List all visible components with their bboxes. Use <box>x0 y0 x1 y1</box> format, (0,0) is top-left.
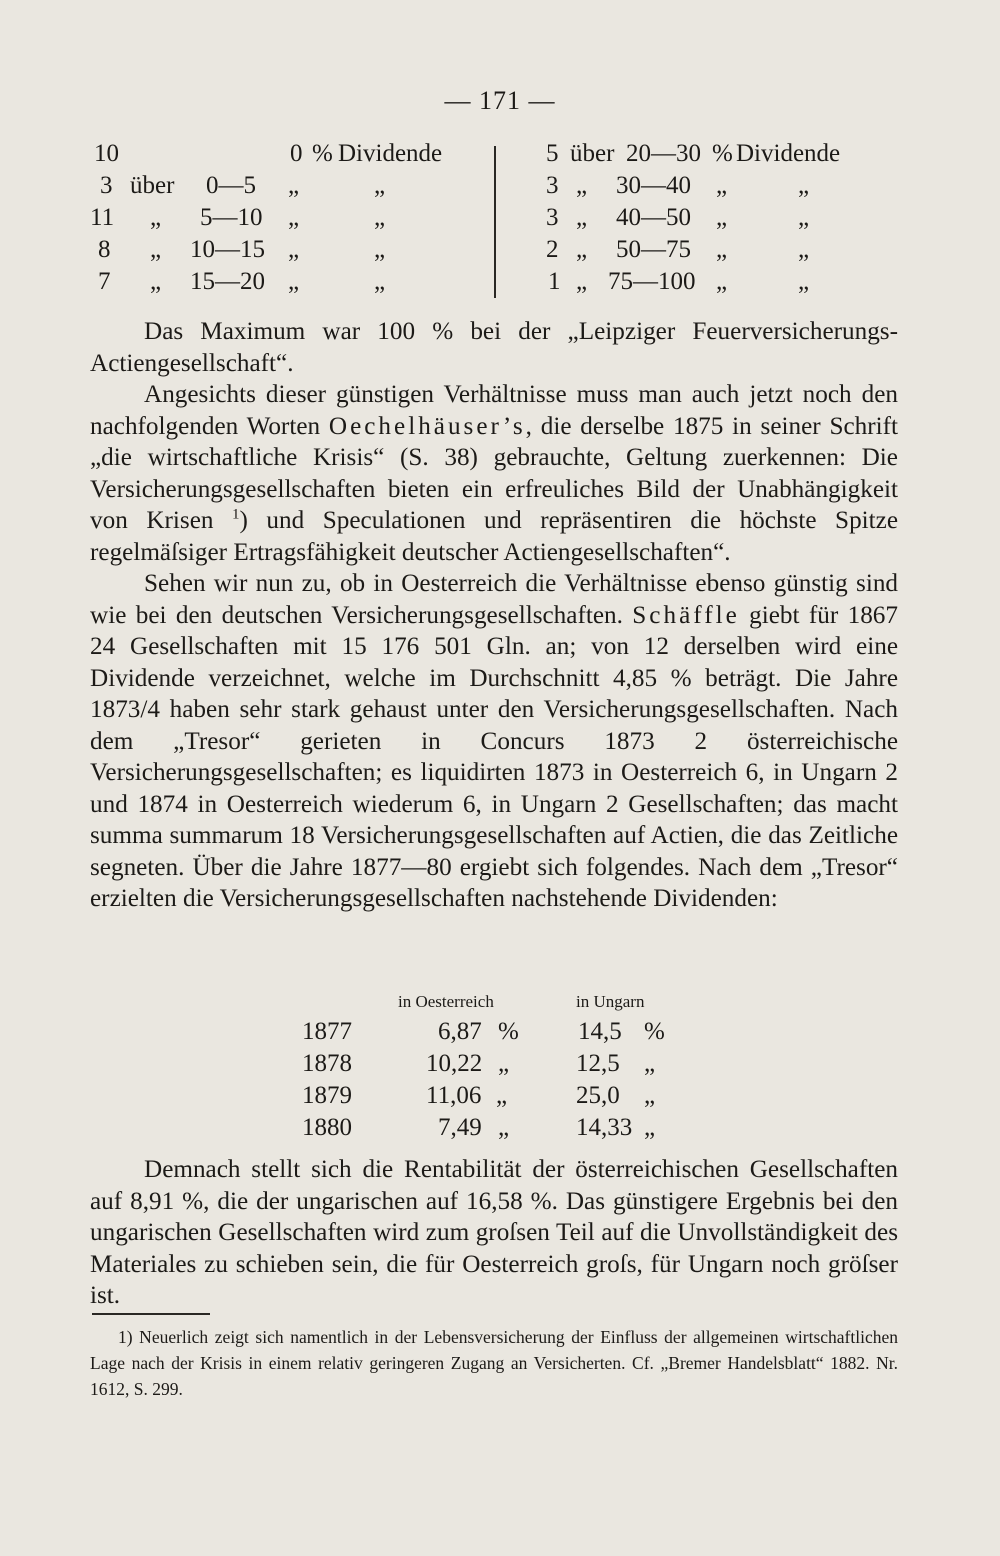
company-count: 7 <box>98 268 111 295</box>
dividend-range: 50—75 <box>616 236 691 263</box>
dividend-label: „ <box>798 204 810 231</box>
dividend-label: „ <box>374 236 386 263</box>
company-count: 11 <box>90 204 115 231</box>
table-row <box>536 204 906 236</box>
table-row <box>90 204 490 236</box>
percent-unit: „ <box>288 172 300 199</box>
table-row <box>90 1050 910 1082</box>
dividend-distribution-table <box>90 140 910 300</box>
main-text-continued <box>90 1154 898 1312</box>
dividend-range: 40—50 <box>616 204 691 231</box>
percent-unit: „ <box>716 268 728 295</box>
year: 1880 <box>302 1114 352 1141</box>
table-row <box>536 140 906 172</box>
percent-unit: % <box>712 140 733 167</box>
company-count: 2 <box>546 236 559 263</box>
austria-value: 11,06 <box>426 1082 482 1109</box>
range-prefix: „ <box>150 236 162 263</box>
footnote-marker: 1 <box>232 506 240 523</box>
table-row <box>90 1082 910 1114</box>
company-count: 8 <box>98 236 111 263</box>
hungary-value: 12,5 <box>576 1050 620 1077</box>
dividend-label: „ <box>798 268 810 295</box>
hungary-value: 14,5 <box>578 1018 622 1045</box>
dividend-range: 10—15 <box>190 236 265 263</box>
author-name: Schäffle <box>632 601 740 629</box>
paragraph: Das Maximum war 100 % bei der „Leipziger Feuerversicherungs-Actiengesellschaft“. <box>90 318 898 377</box>
range-prefix: „ <box>576 172 588 199</box>
percent-unit: „ <box>288 236 300 263</box>
hungary-value: 14,33 <box>576 1114 633 1141</box>
range-prefix: über <box>570 140 615 167</box>
percent-unit: % <box>312 140 333 167</box>
company-count: 10 <box>94 140 119 167</box>
range-prefix: „ <box>576 268 588 295</box>
company-count: 5 <box>546 140 559 167</box>
austria-unit: % <box>498 1018 519 1045</box>
table-column-divider <box>494 146 496 298</box>
percent-unit: „ <box>716 236 728 263</box>
dividend-range: 75—100 <box>608 268 696 295</box>
dividend-label: „ <box>374 268 386 295</box>
footnote <box>90 1324 898 1402</box>
table-row <box>536 236 906 268</box>
range-prefix: über <box>130 172 175 199</box>
year: 1879 <box>302 1082 352 1109</box>
table-row <box>536 268 906 300</box>
author-name: Oechelhäuser’s <box>328 412 526 440</box>
footnote-text: 1) Neuerlich zeigt sich namentlich in der Lebensversicherung der Einfluss der allgemeinen wirtschaftlichen Lage nach der Krisis in einem relativ geringeren Zugang an Versicherten. Cf. „Bremer Handelsblatt“ 1882. Nr. 1612, S. 299. <box>90 1327 898 1399</box>
table-row <box>536 172 906 204</box>
column-header-austria: in Oesterreich <box>398 992 494 1011</box>
hungary-unit: „ <box>644 1082 656 1109</box>
column-header-hungary: in Ungarn <box>576 992 645 1011</box>
footnote-divider <box>92 1313 210 1315</box>
table-row <box>90 1114 910 1146</box>
year: 1877 <box>302 1018 352 1045</box>
austria-value: 6,87 <box>438 1018 482 1045</box>
dividend-range: 15—20 <box>190 268 265 295</box>
main-text <box>90 316 898 915</box>
hungary-value: 25,0 <box>576 1082 620 1109</box>
table-row <box>90 172 490 204</box>
table-row <box>90 268 490 300</box>
hungary-unit: „ <box>644 1050 656 1077</box>
company-count: 1 <box>548 268 561 295</box>
dividend-label: „ <box>374 204 386 231</box>
table-row <box>90 236 490 268</box>
range-prefix: „ <box>576 236 588 263</box>
table-row <box>90 140 490 172</box>
paragraph: Angesichts dieser günstigen Verhältnisse muss man auch jetzt noch den nachfolgenden Worten Oechelhäuser’s, die derselbe 1875 in seiner Schrift „die wirtschaftliche Krisis“ (S. 38) gebrauchte, Geltung zuerkennen: Die Versicherungsgesellschaften bieten ein erfreuliches Bild der Unabhängigkeit von Krisen $^1$) und Speculationen und repräsentiren die höchste Spitze regelmäſsiger Ertragsfähigkeit deutscher Actiengesellschaften“. <box>90 381 899 566</box>
austria-value: 7,49 <box>438 1114 482 1141</box>
dividend-range: 5—10 <box>200 204 263 231</box>
company-count: 3 <box>546 204 559 231</box>
dividend-label: „ <box>374 172 386 199</box>
company-count: 3 <box>100 172 113 199</box>
dividend-by-year-table <box>90 992 910 1142</box>
percent-unit: „ <box>288 268 300 295</box>
table-row <box>90 1018 910 1050</box>
dividend-range: 0—5 <box>206 172 256 199</box>
range-prefix: „ <box>150 268 162 295</box>
dividend-label: „ <box>798 236 810 263</box>
dividend-label: „ <box>798 172 810 199</box>
percent-unit: „ <box>716 204 728 231</box>
hungary-unit: „ <box>644 1114 656 1141</box>
dividend-range: 20—30 <box>626 140 701 167</box>
dividend-range: 0 <box>290 140 303 167</box>
company-count: 3 <box>546 172 559 199</box>
paragraph: Sehen wir nun zu, ob in Oesterreich die Verhältnisse ebenso günstig sind wie bei den deutschen Versicherungsgesellschaften. Schäffle giebt für 1867 24 Gesellschaften mit 15 176 501 Gln. an; von 12 derselben wird eine Dividende verzeichnet, welche im Durchschnitt 4,85 % beträgt. Die Jahre 1873/4 haben sehr stark gehaust unter den Versicherungsgesellschaften. Nach dem „Tresor“ gerieten in Concurs 1873 2 österreichische Versicherungsgesellschaften; es liquidirten 1873 in Oesterreich 6, in Ungarn 2 und 1874 in Oesterreich wiederum 6, in Ungarn 2 Gesellschaften; das macht summa summarum 18 Versicherungsgesellschaften auf Actien, die das Zeitliche segneten. Über die Jahre 1877—80 ergiebt sich folgendes. Nach dem „Tresor“ erzielten die Versicherungsgesellschaften nachstehende Dividenden: <box>90 570 898 912</box>
austria-value: 10,22 <box>426 1050 483 1077</box>
dividend-label: Dividende <box>338 140 443 167</box>
year: 1878 <box>302 1050 352 1077</box>
dividend-range: 30—40 <box>616 172 691 199</box>
percent-unit: „ <box>716 172 728 199</box>
dividend-label: Dividende <box>736 140 841 167</box>
austria-unit: „ <box>496 1082 508 1109</box>
hungary-unit: % <box>644 1018 665 1045</box>
page-number: — 171 — <box>444 86 556 115</box>
percent-unit: „ <box>288 204 300 231</box>
paragraph: Demnach stellt sich die Rentabilität der österreichischen Gesellschaften auf 8,91 %, die der ungarischen auf 16,58 %. Das günstigere Ergebnis bei den ungarischen Gesellschaften wird zum groſsen Teil auf die Unvollständigkeit des Materiales zu schieben sein, die für Oesterreich groſs, für Ungarn noch gröſser ist. <box>90 1156 898 1309</box>
austria-unit: „ <box>498 1114 510 1141</box>
range-prefix: „ <box>150 204 162 231</box>
range-prefix: „ <box>576 204 588 231</box>
austria-unit: „ <box>498 1050 510 1077</box>
